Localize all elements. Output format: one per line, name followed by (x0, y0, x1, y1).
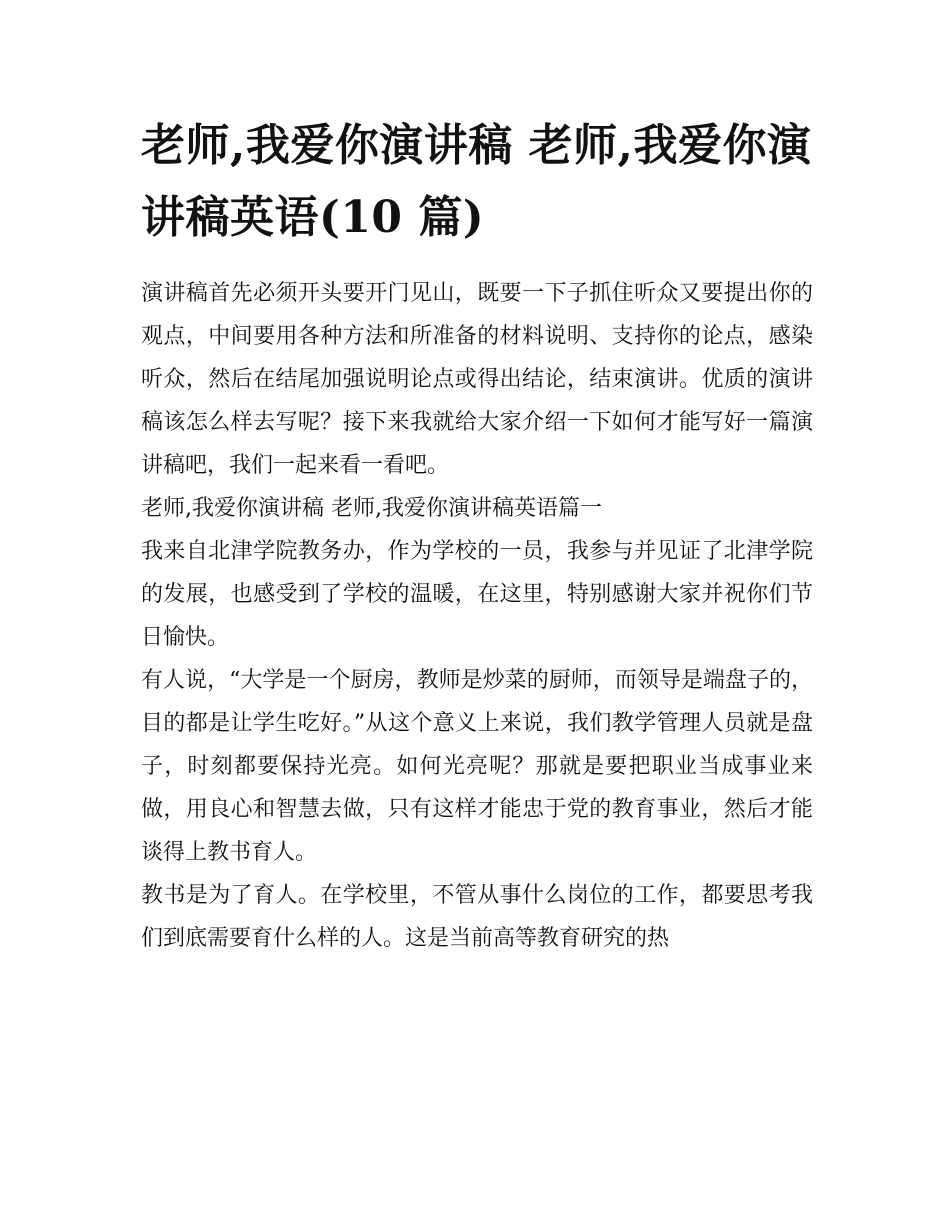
document-title: 老师,我爱你演讲稿 老师,我爱你演讲稿英语(10 篇) (141, 120, 812, 243)
body-paragraph: 教书是为了育人。在学校里，不管从事什么岗位的工作，都要思考我们到底需要育什么样的人。这是当前高等教育研究的热 (141, 883, 813, 951)
document-body (141, 110, 813, 960)
body-paragraph: 有人说，“大学是一个厨房，教师是炒菜的厨师，而领导是端盘子的，目的都是让学生吃好。”从这个意义上来说，我们教学管理人员就是盘子，时刻都要保持光亮。如何光亮呢？那就是要把职业当成事业来做，用良心和智慧去做，只有这样才能忠于党的教育事业，然后才能谈得上教书育人。 (141, 668, 813, 865)
intro-paragraph: 演讲稿首先必须开头要开门见山，既要一下子抓住听众又要提出你的观点，中间要用各种方法和所准备的材料说明、支持你的论点，感染听众，然后在结尾加强说明论点或得出结论，结束演讲。优质的演讲稿该怎么样去写呢？接下来我就给大家介绍一下如何才能写好一篇演讲稿吧，我们一起来看一看吧。 (141, 281, 813, 478)
body-paragraph: 我来自北津学院教务办，作为学校的一员，我参与并见证了北津学院的发展，也感受到了学校的温暖，在这里，特别感谢大家并祝你们节日愉快。 (141, 539, 813, 650)
section-heading: 老师,我爱你演讲稿 老师,我爱你演讲稿英语篇一 (141, 496, 602, 521)
